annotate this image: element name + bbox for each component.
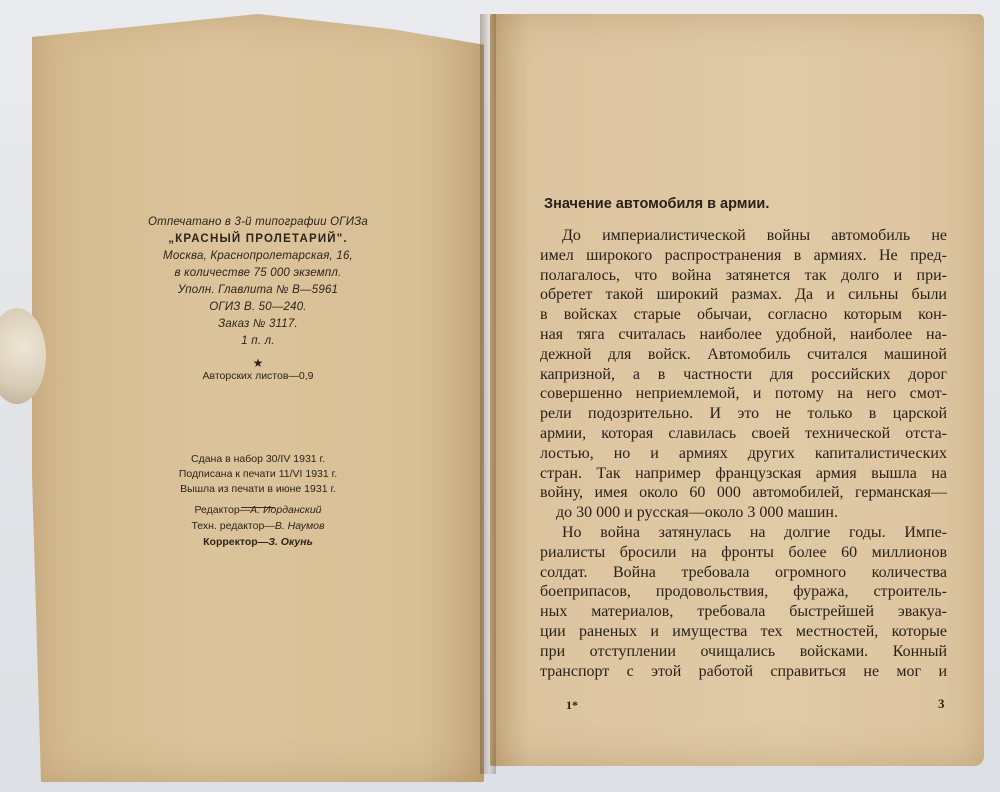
paragraph	[540, 523, 947, 681]
imprint-line: Уполн. Главлита № В—5961	[177, 284, 339, 296]
editor-name: А. Иорданский	[250, 504, 322, 516]
imprint-line: ОГИЗ В. 50—240.	[209, 301, 307, 313]
text-line: при отступлении очищались войсками. Конный	[540, 642, 947, 660]
text-line: ная тяга считалась наиболее удобной, наиболее на-	[540, 325, 947, 343]
text-line: совершенно неприемлемой, и потому на него смот-	[540, 385, 947, 403]
editor-role: Техн. редактор—	[191, 520, 275, 532]
text-line: До империалистической войны автомобиль не	[562, 227, 947, 244]
editor-line	[32, 502, 484, 518]
text-line: армии, которая славилась своей технической отста-	[540, 424, 947, 442]
page-number: 3	[938, 696, 945, 711]
editor-line	[32, 534, 484, 550]
imprint-line: „КРАСНЫЙ ПРОЛЕТАРИЙ".	[168, 233, 348, 245]
date-line: Сдана в набор 30/IV 1931 г.	[190, 453, 326, 465]
left-page	[32, 14, 484, 782]
text-line: до 30 000 и русская—около 3 000 машин.	[556, 504, 838, 522]
date-line: Вышла из печати в июне 1931 г.	[180, 483, 336, 495]
text-line: лостью, но и армиях других капиталистических	[540, 444, 947, 462]
text-line: обретет такой широкий размах. Да и сильны были	[540, 286, 947, 304]
editor-name: З. Окунь	[268, 536, 313, 548]
paragraph	[540, 226, 947, 523]
date-line: Подписана к печати 11/VI 1931 г.	[178, 468, 338, 480]
text-line: Но война затянулась на долгие годы. Импе-	[562, 523, 947, 541]
text-line: ных материалов, требовала быстрейшей эвакуа-	[540, 603, 947, 621]
text-line: дежной для войск. Автомобиль считался машиной	[540, 345, 947, 363]
text-line: капризной, а в частности для российских дорог	[540, 365, 947, 383]
text-line: ции раненых и имущества тех местностей, которые	[540, 622, 947, 640]
imprint-line: Заказ № 3117.	[218, 318, 298, 330]
text-line: солдат. Война требовала огромного количества	[540, 563, 947, 581]
imprint-line: 1 п. л.	[241, 335, 275, 347]
imprint-block	[32, 214, 484, 370]
signature-mark: 1*	[566, 698, 578, 712]
star-icon: ★	[252, 356, 264, 370]
authors-sheets: Авторских листов—0,9	[202, 370, 314, 382]
editor-line	[32, 518, 484, 534]
text-line: в войсках старые обычаи, согласно которым кон-	[540, 306, 947, 324]
text-line: имел широкого распространения в армиях. Не пред-	[540, 246, 947, 264]
text-line: стран. Так например французская армия вышла на	[540, 464, 947, 482]
imprint-line: Отпечатано в 3-й типографии ОГИЗа	[148, 216, 368, 228]
editor-role: Редактор—	[194, 504, 251, 516]
imprint-line: Москва, Краснопролетарская, 16,	[163, 250, 353, 262]
editor-name: В. Наумов	[274, 520, 325, 532]
body-text	[540, 196, 947, 681]
text-line: боеприпасов, продовольствия, фуража, строитель-	[540, 583, 947, 601]
editor-role: Корректор—	[203, 536, 269, 548]
section-heading: Значение автомобиля в армии.	[544, 196, 770, 212]
book-gutter	[480, 14, 496, 774]
text-line: риалисты бросили на фронты более 60 миллионов	[540, 543, 947, 561]
text-line: полагалось, что война затянется так долго и при-	[540, 266, 947, 284]
text-line: транспорт с этой работой справиться не мог и	[540, 662, 947, 680]
imprint-line: в количестве 75 000 экземпл.	[174, 267, 342, 279]
editors-block	[32, 502, 484, 550]
text-line: рели подозрительно. И это не только в царской	[540, 405, 947, 423]
text-line: войну, имея около 60 000 автомобилей, германская—	[540, 484, 947, 502]
